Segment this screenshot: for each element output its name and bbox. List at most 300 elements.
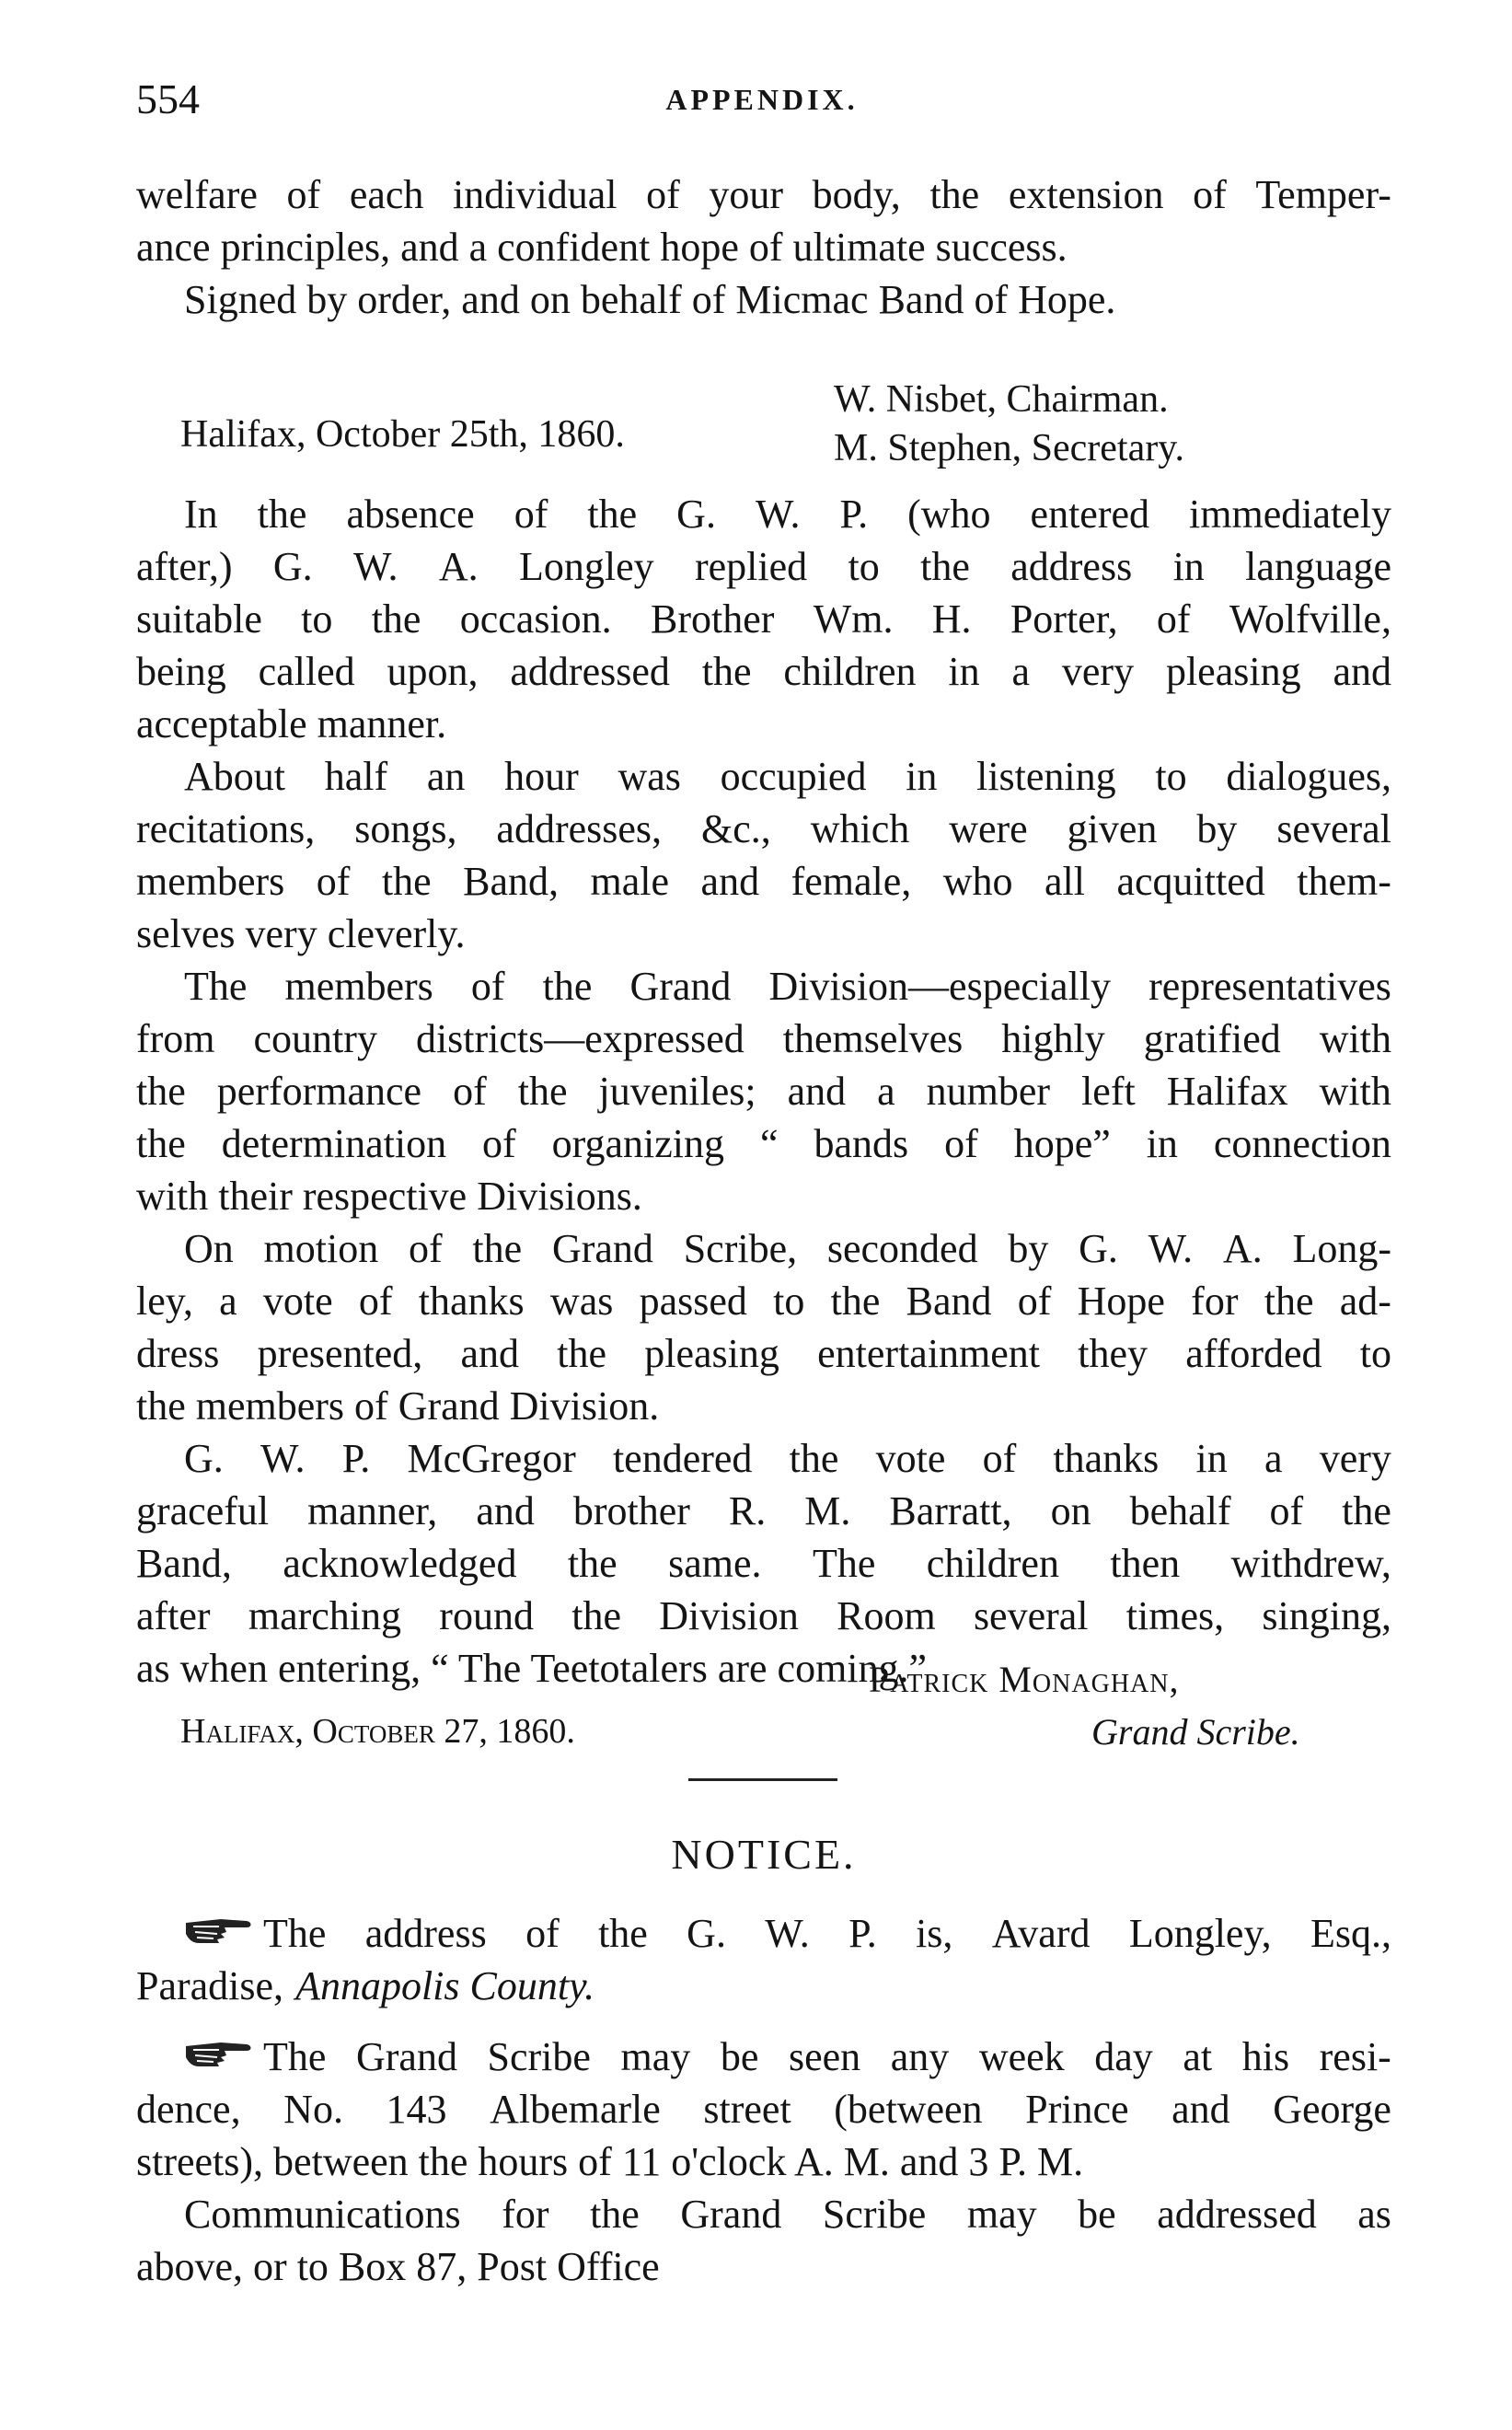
text-line	[136, 908, 1391, 960]
word: brother	[572, 1488, 690, 1533]
word: Division—especially	[768, 964, 1111, 1009]
text-line-content: acceptable manner.	[136, 701, 447, 746]
text-line-content	[263, 2031, 1391, 2083]
word: G.	[687, 1911, 726, 1956]
word: the	[517, 1069, 568, 1114]
signature-title: Grand Scribe.	[1091, 1711, 1300, 1753]
word: and	[460, 1331, 520, 1376]
word: upon,	[387, 649, 479, 694]
word: at	[1183, 2034, 1213, 2079]
text-line	[136, 1170, 1391, 1222]
word: presented,	[257, 1331, 423, 1376]
word: Band,	[463, 859, 560, 904]
word: The	[812, 1541, 876, 1586]
word: after	[136, 1593, 211, 1638]
text-line-content: as when entering, “ The Teetotalers are coming.”	[136, 1646, 928, 1691]
word: the	[567, 1541, 617, 1586]
word: Long-	[1292, 1226, 1391, 1271]
word: No.	[283, 2087, 343, 2132]
word: round	[439, 1593, 534, 1638]
text-line	[136, 2240, 1391, 2293]
word: occupied	[720, 754, 867, 799]
text-line	[136, 855, 1391, 908]
text-line-content: streets), between the hours of 11 o'clock A. M. and 3 P. M.	[136, 2139, 1084, 2184]
address-date: Halifax, October 25th, 1860.	[180, 413, 625, 456]
text-line	[136, 1065, 1391, 1117]
word: resi-	[1319, 2034, 1391, 2079]
word: Grand	[629, 964, 732, 1009]
paragraph	[136, 750, 1391, 960]
word: absence	[346, 492, 475, 537]
word: W.	[1148, 1226, 1194, 1271]
word: and	[1333, 649, 1391, 694]
word: connection	[1213, 1121, 1391, 1166]
word: McGregor	[407, 1436, 576, 1481]
word: for	[502, 2192, 549, 2237]
chairman-signature: W. Nisbet, Chairman.	[834, 378, 1169, 421]
text-line	[136, 1590, 1391, 1642]
text-line	[136, 1907, 1391, 1960]
word: of	[482, 1121, 516, 1166]
word: the	[136, 1069, 186, 1114]
notice-title: NOTICE.	[671, 1831, 857, 1878]
word: of	[514, 492, 548, 537]
word: Grand	[680, 2192, 782, 2237]
manicule-icon	[184, 2031, 254, 2067]
paragraph	[136, 960, 1391, 1222]
word: Temper-	[1255, 172, 1391, 217]
word: times,	[1125, 1593, 1225, 1638]
word: the	[598, 1911, 648, 1956]
paragraph	[136, 1432, 1391, 1695]
word: Scribe	[487, 2034, 591, 2079]
secretary-signature: M. Stephen, Secretary.	[834, 427, 1184, 469]
word: Band,	[136, 1541, 232, 1586]
word: addresses,	[496, 806, 663, 851]
word: P.	[341, 1436, 371, 1481]
word: Brother	[650, 596, 775, 642]
word: which	[810, 806, 910, 851]
word: dence,	[136, 2087, 241, 2132]
word: seen	[788, 2034, 861, 2079]
word: several	[973, 1593, 1089, 1638]
line-content-with-icon	[184, 1907, 1391, 1960]
text-line	[136, 1117, 1391, 1170]
word: in	[906, 754, 938, 799]
word: Albemarle	[490, 2087, 661, 2132]
word: of	[525, 1911, 560, 1956]
word: body,	[812, 172, 901, 217]
place-date-text: Halifax, October 27, 1860.	[180, 1712, 575, 1751]
word: from	[136, 1016, 215, 1061]
word: with	[1319, 1069, 1391, 1114]
word: &c.,	[700, 806, 771, 851]
word: listening	[976, 754, 1116, 799]
word: a	[219, 1279, 237, 1324]
signed-text: Signed by order, and on behalf of Micmac Band of Hope.	[184, 277, 1116, 322]
word: manner,	[307, 1488, 438, 1533]
word: On	[184, 1226, 234, 1271]
word: to	[1155, 754, 1187, 799]
text-line	[136, 221, 1391, 273]
word: of	[409, 1226, 443, 1271]
word: dialogues,	[1226, 754, 1391, 799]
running-head: APPENDIX.	[665, 83, 859, 116]
page-header	[136, 72, 1388, 127]
word: the	[381, 859, 432, 904]
word: W.	[260, 1436, 306, 1481]
text-line-content: ance principles, and a confident hope of ultimate success.	[136, 225, 1068, 270]
signature-name: Patrick Monaghan,	[869, 1659, 1180, 1700]
word: W.	[352, 544, 398, 589]
text-line	[136, 2188, 1391, 2240]
word: behalf	[1129, 1488, 1231, 1533]
notice-item	[136, 1907, 1391, 2012]
word: W.	[755, 492, 801, 537]
word: was	[549, 1279, 614, 1324]
word: graceful	[136, 1488, 270, 1533]
word: and	[476, 1488, 535, 1533]
word: tendered	[612, 1436, 753, 1481]
word: vote	[262, 1279, 333, 1324]
word: juveniles;	[598, 1069, 756, 1114]
word: Hope	[1077, 1279, 1165, 1324]
text-line	[136, 1327, 1391, 1380]
word: George	[1273, 2087, 1391, 2132]
word: Band	[906, 1279, 992, 1324]
word: withdrew,	[1230, 1541, 1391, 1586]
word: Prince	[1025, 2087, 1129, 2132]
word: and	[1172, 2087, 1230, 2132]
word: ad-	[1339, 1279, 1391, 1324]
word: W.	[765, 1911, 810, 1956]
text-line-content: selves very cleverly.	[136, 911, 466, 956]
word: after,)	[136, 544, 233, 589]
word: the	[701, 649, 752, 694]
text-line	[136, 1275, 1391, 1327]
word: occasion.	[459, 596, 612, 642]
text-line	[136, 698, 1391, 750]
text-line-content	[263, 1907, 1391, 1960]
word: Room	[837, 1593, 936, 1638]
text-line	[136, 1432, 1391, 1485]
word: A.	[1222, 1226, 1263, 1271]
word: children	[783, 649, 917, 694]
word: language	[1245, 544, 1391, 589]
word: the	[920, 544, 970, 589]
word: may	[966, 2192, 1037, 2237]
word: addressed	[510, 649, 670, 694]
word: in	[1172, 544, 1205, 589]
word: to	[301, 596, 333, 642]
word: week	[978, 2034, 1065, 2079]
word: Avard	[991, 1911, 1091, 1956]
text-line	[136, 488, 1391, 540]
word: each	[349, 172, 424, 217]
italic-text: Annapolis County.	[295, 1963, 595, 2008]
word: the	[136, 1121, 186, 1166]
text-line	[136, 1642, 1391, 1695]
text-line	[136, 2083, 1391, 2135]
word: number	[926, 1069, 1051, 1114]
word: G.	[272, 544, 313, 589]
word: dress	[136, 1331, 220, 1376]
word: (between	[834, 2087, 983, 2132]
word: Communications	[184, 2192, 461, 2237]
word: R.	[728, 1488, 767, 1533]
word: A.	[438, 544, 479, 589]
word: of	[1156, 596, 1191, 642]
word: Division	[659, 1593, 799, 1638]
text-line	[136, 593, 1391, 645]
word: (who	[907, 492, 991, 537]
word: with	[1319, 1016, 1391, 1061]
word: members	[284, 964, 433, 1009]
word: Wolfville,	[1229, 596, 1391, 642]
word: of	[1269, 1488, 1304, 1533]
word: G.	[676, 492, 716, 537]
word: a	[1264, 1436, 1283, 1481]
word: the	[830, 1279, 881, 1324]
word: left	[1081, 1069, 1136, 1114]
word: highly	[1001, 1016, 1105, 1061]
word: who	[942, 859, 1013, 904]
word: of	[1017, 1279, 1052, 1324]
text-line	[136, 1960, 1391, 2012]
signature-place-date	[180, 1706, 575, 1758]
word: of	[470, 964, 505, 1009]
text-line	[136, 1012, 1391, 1065]
text-line-content: above, or to Box 87, Post Office	[136, 2244, 660, 2289]
word: the	[557, 1331, 607, 1376]
word: 143	[386, 2087, 447, 2132]
word: organizing	[551, 1121, 725, 1166]
word: of	[1193, 172, 1227, 217]
word: them-	[1297, 859, 1391, 904]
word: motion	[263, 1226, 379, 1271]
word: representatives	[1148, 964, 1391, 1009]
word: the	[1342, 1488, 1391, 1533]
word: P.	[839, 492, 869, 537]
word: was	[617, 754, 681, 799]
word: bands	[814, 1121, 909, 1166]
word: a	[877, 1069, 895, 1114]
text-line	[136, 168, 1391, 221]
word: the	[371, 596, 421, 642]
text-line	[136, 803, 1391, 855]
text-line	[136, 2031, 1391, 2083]
word: your	[709, 172, 784, 217]
text-line	[136, 1485, 1391, 1537]
word: of	[646, 172, 680, 217]
word: very	[1319, 1436, 1391, 1481]
word: for	[1191, 1279, 1239, 1324]
word: recitations,	[136, 806, 316, 851]
word: Esq.,	[1310, 1911, 1391, 1956]
word: immediately	[1189, 492, 1391, 537]
word: country	[253, 1016, 377, 1061]
word: Longley,	[1128, 1911, 1272, 1956]
signed-line	[136, 273, 1391, 326]
word: In	[184, 492, 218, 537]
word: street	[703, 2087, 791, 2132]
word: is,	[916, 1911, 953, 1956]
word: half	[324, 754, 388, 799]
manicule-icon	[184, 1907, 254, 1944]
word: The	[184, 964, 248, 1009]
word: they	[1078, 1331, 1148, 1376]
word: themselves	[782, 1016, 964, 1061]
word: Halifax	[1166, 1069, 1288, 1114]
word: day	[1094, 2034, 1153, 2079]
word: the	[257, 492, 307, 537]
word: Scribe,	[683, 1226, 798, 1271]
word: to	[773, 1279, 805, 1324]
word: welfare	[136, 172, 258, 217]
word: thanks	[1053, 1436, 1160, 1481]
paragraph	[136, 1222, 1391, 1432]
word: his	[1241, 2034, 1290, 2079]
word: The	[263, 1911, 327, 1956]
text-line	[136, 2135, 1391, 2188]
word: the	[590, 2192, 640, 2237]
text-line	[136, 750, 1391, 803]
word: to	[1359, 1331, 1391, 1376]
word: P.	[848, 1911, 877, 1956]
text-line	[136, 645, 1391, 698]
word: of	[316, 859, 351, 904]
text-line	[136, 1222, 1391, 1275]
word: as	[1357, 2192, 1391, 2237]
text-line-content: the members of Grand Division.	[136, 1383, 660, 1429]
word: hour	[504, 754, 579, 799]
word: determination	[221, 1121, 447, 1166]
word: “	[759, 1121, 779, 1166]
page-number: 554	[136, 75, 200, 122]
word: Scribe	[822, 2192, 927, 2237]
word: acknowledged	[283, 1541, 517, 1586]
word: in	[1146, 1121, 1178, 1166]
text-line	[136, 540, 1391, 593]
word: Longley	[518, 544, 654, 589]
word: songs,	[354, 806, 457, 851]
word: address	[364, 1911, 487, 1956]
word: address	[1010, 544, 1133, 589]
word: extension	[1008, 172, 1164, 217]
word: addressed	[1157, 2192, 1317, 2237]
word: hope”	[1013, 1121, 1111, 1166]
word: female,	[791, 859, 912, 904]
word: to	[848, 544, 880, 589]
word: Grand	[551, 1226, 653, 1271]
word: of	[944, 1121, 978, 1166]
section-divider	[688, 1778, 837, 1781]
word: Porter,	[1010, 596, 1118, 642]
text-line	[136, 960, 1391, 1012]
text-line-content: with their respective Divisions.	[136, 1174, 642, 1219]
word: a	[1011, 649, 1031, 694]
word: the	[542, 964, 593, 1009]
word: suitable	[136, 596, 262, 642]
word: given	[1067, 806, 1158, 851]
word: in	[948, 649, 980, 694]
word: the	[571, 1593, 621, 1638]
word: all	[1045, 859, 1085, 904]
line-content-with-icon	[184, 2031, 1391, 2083]
word: Barratt,	[889, 1488, 1012, 1533]
text-line	[136, 1380, 1391, 1432]
word: M.	[804, 1488, 851, 1533]
word: several	[1276, 806, 1391, 851]
word: of	[453, 1069, 487, 1114]
word: replied	[694, 544, 808, 589]
word: any	[890, 2034, 950, 2079]
word: male	[590, 859, 670, 904]
word: were	[949, 806, 1028, 851]
word: entertainment	[817, 1331, 1041, 1376]
word: children	[926, 1541, 1059, 1586]
word: be	[1078, 2192, 1116, 2237]
word: individual	[453, 172, 617, 217]
word: same.	[668, 1541, 762, 1586]
word: then	[1110, 1541, 1181, 1586]
word: in	[1195, 1436, 1228, 1481]
word: being	[136, 649, 226, 694]
word: the	[789, 1436, 839, 1481]
word: Wm.	[813, 596, 894, 642]
word: of	[982, 1436, 1017, 1481]
word: members	[136, 859, 285, 904]
word: Grand	[355, 2034, 457, 2079]
word: H.	[931, 596, 972, 642]
word: performance	[216, 1069, 422, 1114]
word: the	[1264, 1279, 1314, 1324]
word: G.	[184, 1436, 224, 1481]
word: acquitted	[1116, 859, 1265, 904]
word: be	[720, 2034, 759, 2079]
notice-item	[136, 2031, 1391, 2188]
paragraph	[136, 488, 1391, 750]
word: on	[1050, 1488, 1091, 1533]
word: of	[286, 172, 321, 217]
text-line-content: Paradise,	[136, 1963, 284, 2008]
word: called	[258, 649, 355, 694]
word: the	[472, 1226, 523, 1271]
word: by	[1196, 806, 1238, 851]
word: the	[929, 172, 980, 217]
body-text	[136, 488, 1391, 1695]
address-closing	[136, 168, 1391, 326]
word: pleasing	[644, 1331, 779, 1376]
notice-body	[136, 1907, 1391, 2293]
word: entered	[1030, 492, 1150, 537]
word: and	[787, 1069, 847, 1114]
word: thanks	[418, 1279, 525, 1324]
word: an	[426, 754, 466, 799]
word: ley,	[136, 1279, 193, 1324]
word: About	[184, 754, 285, 799]
word: the	[587, 492, 638, 537]
text-line	[136, 1537, 1391, 1590]
word: and	[700, 859, 760, 904]
notice-item	[136, 2188, 1391, 2293]
word: districts—expressed	[415, 1016, 744, 1061]
word: by	[1008, 1226, 1049, 1271]
word: The	[263, 2034, 327, 2079]
word: marching	[248, 1593, 402, 1638]
word: G.	[1079, 1226, 1118, 1271]
word: may	[620, 2034, 691, 2079]
